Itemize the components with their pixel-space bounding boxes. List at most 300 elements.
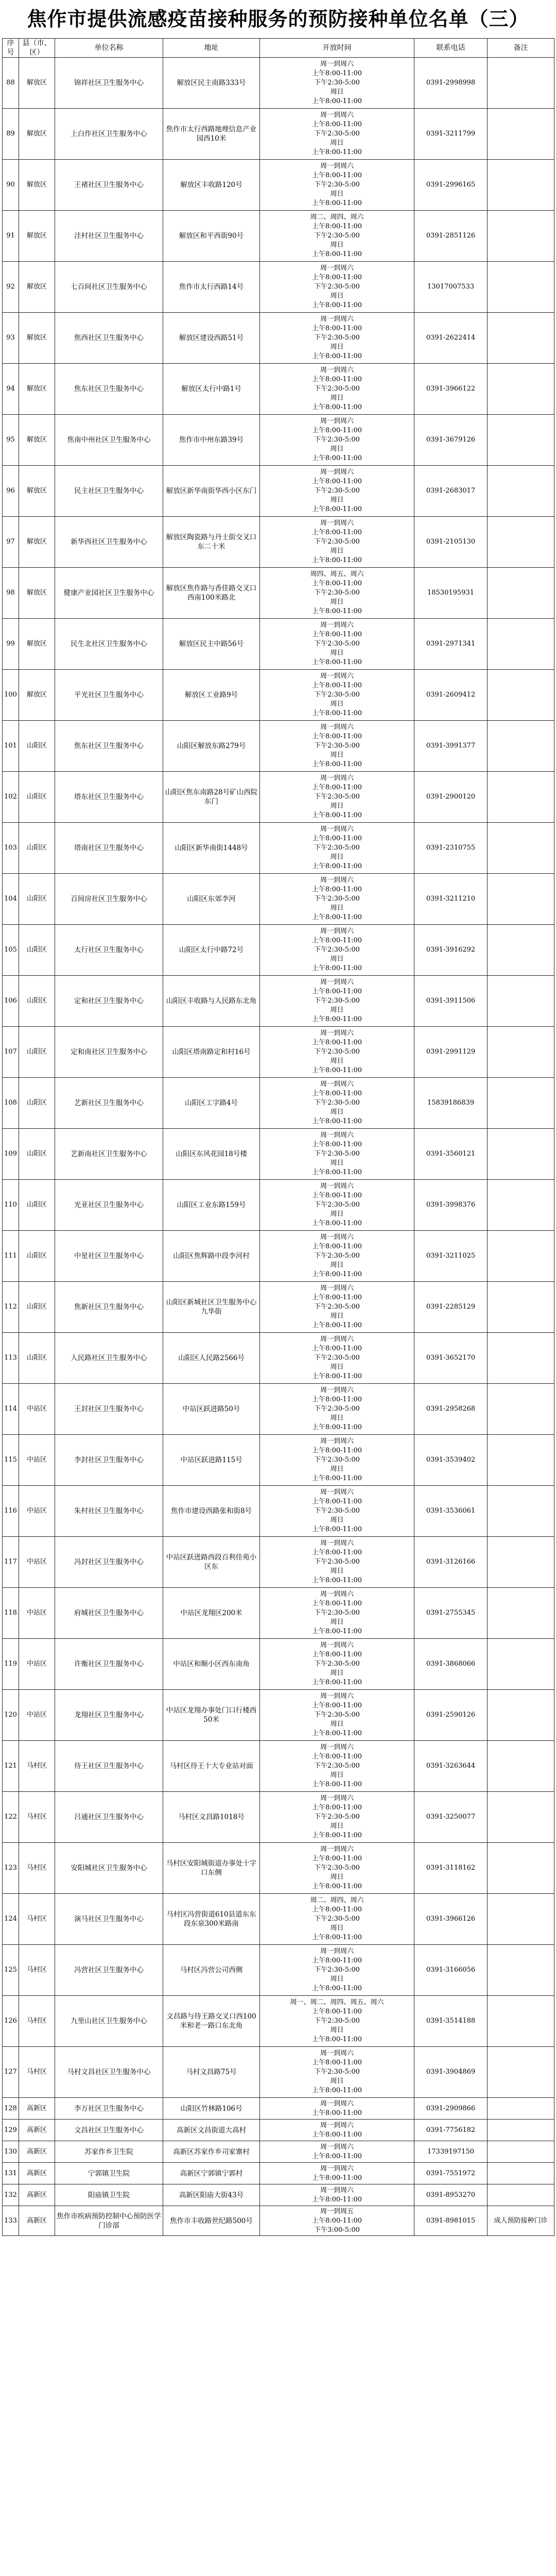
row-number: 101 [3,721,19,772]
address-cell: 解放区丰收路120号 [163,160,260,211]
hours-line: 周一到周五 [320,2207,354,2215]
unit-name-cell: 七百间社区卫生服务中心 [55,262,163,313]
row-number: 112 [3,1282,19,1333]
row-number: 121 [3,1741,19,1792]
hours-line: 上午8:00-11:00 [311,97,362,105]
hours-cell [260,1792,414,1843]
unit-name-cell: 塔南社区卫生服务中心 [55,823,163,874]
table-row [3,1945,554,1996]
row-number: 105 [3,925,19,976]
hours-line: 周一到周六 [320,519,354,527]
hours-line: 上午8:00-11:00 [311,862,362,870]
hours-cell [260,2120,414,2141]
county-cell: 马村区 [19,2047,55,2098]
hours-cell [260,2206,414,2236]
unit-name-cell: 苏家作乡卫生院 [55,2141,163,2163]
phone-cell: 0391-3126166 [414,1537,488,1588]
row-number: 123 [3,1843,19,1894]
hours-line: 下午2:30-5:00 [314,589,360,597]
row-number: 120 [3,1690,19,1741]
hours-line: 上午8:00-11:00 [311,1243,362,1250]
note-cell [488,619,554,670]
phone-cell: 0391-3911506 [414,976,488,1027]
hours-line: 上午8:00-11:00 [311,682,362,689]
county-cell: 中站区 [19,1588,55,1639]
unit-name-cell: 府城社区卫生服务中心 [55,1588,163,1639]
hours-cell [260,211,414,262]
row-number: 122 [3,1792,19,1843]
hours-line: 周一到周六 [320,264,354,272]
hours-line: 下午2:30-5:00 [314,232,360,240]
hours-cell [260,1027,414,1078]
table-row [3,2047,554,2098]
hours-line: 上午8:00-11:00 [311,1679,362,1686]
hours-line: 周日 [330,1261,344,1269]
hours-line: 周日 [330,1414,344,1422]
address-cell: 山阳区焦东南路28号矿山西院东门 [163,772,260,823]
hours-line: 上午8:00-11:00 [311,937,362,944]
county-cell: 中站区 [19,1690,55,1741]
hours-line: 上午8:00-11:00 [311,556,362,564]
note-cell [488,2184,554,2206]
hours-line: 上午8:00-11:00 [311,199,362,207]
phone-cell: 0391-3904869 [414,2047,488,2098]
county-cell: 山阳区 [19,1129,55,1180]
phone-cell: 0391-3998376 [414,1180,488,1231]
hours-cell [260,619,414,670]
address-cell: 中站区龙翔区200米 [163,1588,260,1639]
hours-line: 周日 [330,1567,344,1575]
row-number: 129 [3,2120,19,2141]
unit-name-cell: 龙翔社区卫生服务中心 [55,1690,163,1741]
hours-line: 下午2:30-5:00 [314,130,360,138]
header-county: 县（市、区） [19,39,55,58]
county-cell: 解放区 [19,517,55,568]
hours-line: 周一到周六 [320,621,354,629]
unit-name-cell: 艺新社区卫生服务中心 [55,1078,163,1129]
phone-cell: 0391-2310755 [414,823,488,874]
county-cell: 山阳区 [19,823,55,874]
hours-line: 周日 [330,1465,344,1473]
table-row [3,823,554,874]
phone-cell: 0391-2996165 [414,160,488,211]
hours-cell [260,1996,414,2047]
hours-line: 周日 [330,547,344,555]
note-cell [488,874,554,925]
phone-cell: 0391-3560121 [414,1129,488,1180]
note-cell [488,1996,554,2047]
hours-line: 周一到周六 [320,2143,354,2151]
hours-line: 上午8:00-11:00 [311,1270,362,1278]
address-cell: 解放区新华南街华西小区东门 [163,466,260,517]
hours-cell [260,823,414,874]
phone-cell: 0391-3211799 [414,109,488,160]
note-cell [488,925,554,976]
hours-line: 周一到周六 [320,1947,354,1955]
note-cell [488,823,554,874]
table-row [3,466,554,517]
address-cell: 焦作市太行西路14号 [163,262,260,313]
note-cell [488,1894,554,1945]
county-cell: 解放区 [19,58,55,109]
hours-line: 下午2:30-5:00 [314,1150,360,1158]
hours-line: 周一到周六 [320,366,354,374]
hours-line: 周日 [330,1006,344,1014]
hours-cell [260,58,414,109]
county-cell: 山阳区 [19,1180,55,1231]
unit-name-cell: 马村文昌社区卫生服务中心 [55,2047,163,2098]
phone-cell: 0391-3868066 [414,1639,488,1690]
hours-line: 上午8:00-11:00 [311,631,362,638]
hours-cell [260,415,414,466]
county-cell: 高新区 [19,2120,55,2141]
hours-line: 周一到周六 [320,315,354,323]
address-cell: 山阳区丰收路与人民路东北角 [163,976,260,1027]
address-cell: 马村区冯营公司西侧 [163,1945,260,1996]
hours-line: 上午8:00-11:00 [311,1855,362,1862]
address-cell: 山阳区工业东路159号 [163,1180,260,1231]
county-cell: 解放区 [19,364,55,415]
hours-cell [260,772,414,823]
table-row [3,313,554,364]
row-number: 114 [3,1384,19,1435]
phone-cell: 0391-3250077 [414,1792,488,1843]
hours-line: 上午8:00-11:00 [311,580,362,587]
phone-cell: 0391-7551972 [414,2163,488,2184]
hours-line: 上午8:00-11:00 [311,1168,362,1176]
note-cell [488,2141,554,2163]
hours-line: 下午2:30-5:00 [314,181,360,189]
unit-name-cell: 定和南社区卫生服务中心 [55,1027,163,1078]
phone-cell: 0391-2622414 [414,313,488,364]
hours-line: 上午8:00-11:00 [311,1702,362,1709]
county-cell: 解放区 [19,415,55,466]
hours-line: 周一到周六 [320,1743,354,1751]
address-cell: 山阳区东风花园18号楼 [163,1129,260,1180]
hours-line: 下午2:30-5:00 [314,283,360,291]
hours-line: 上午8:00-11:00 [311,2152,362,2160]
hours-line: 上午8:00-11:00 [311,1628,362,1635]
hours-cell [260,1537,414,1588]
table-body [3,58,554,2236]
hours-cell [260,874,414,925]
hours-line: 上午8:00-11:00 [311,1423,362,1431]
hours-line: 上午8:00-11:00 [311,1577,362,1584]
unit-name-cell: 冯封社区卫生服务中心 [55,1537,163,1588]
phone-cell: 0391-8981015 [414,2206,488,2236]
hours-line: 上午8:00-11:00 [311,529,362,536]
hours-line: 周一到周六 [320,1284,354,1292]
hours-cell [260,1129,414,1180]
address-cell: 解放区太行中路1号 [163,364,260,415]
hours-line: 上午8:00-11:00 [311,1957,362,1964]
header-hours: 开放时间 [260,39,414,58]
address-cell: 中站区跃进路115号 [163,1435,260,1486]
note-cell [488,1486,554,1537]
address-cell: 山阳区人民路2566号 [163,1333,260,1384]
phone-cell: 18530195931 [414,568,488,619]
hours-line: 周日 [330,2026,344,2034]
hours-cell [260,1333,414,1384]
county-cell: 中站区 [19,1384,55,1435]
note-cell [488,772,554,823]
row-number: 132 [3,2184,19,2206]
hours-cell [260,1282,414,1333]
hours-cell [260,1180,414,1231]
table-row [3,1486,554,1537]
hours-line: 周一到周六 [320,774,354,782]
county-cell: 解放区 [19,313,55,364]
hours-line: 下午2:30-5:00 [314,895,360,903]
hours-line: 周一到周六 [320,2049,354,2057]
address-cell: 山阳区东郊李河 [163,874,260,925]
county-cell: 解放区 [19,211,55,262]
hours-line: 上午8:00-11:00 [311,1141,362,1148]
hours-line: 周一到周六 [320,876,354,884]
table-row [3,160,554,211]
unit-name-cell: 中星社区卫生服务中心 [55,1231,163,1282]
row-number: 104 [3,874,19,925]
phone-cell: 0391-8953270 [414,2184,488,2206]
hours-line: 上午8:00-11:00 [311,1396,362,1403]
row-number: 94 [3,364,19,415]
hours-cell [260,466,414,517]
note-cell [488,211,554,262]
row-number: 108 [3,1078,19,1129]
hours-line: 上午8:00-11:00 [311,454,362,462]
county-cell: 山阳区 [19,976,55,1027]
vaccination-sites-table [2,38,554,2236]
header-phone: 联系电话 [414,39,488,58]
hours-line: 上午8:00-11:00 [311,760,362,768]
hours-line: 下午3:00-5:00 [314,2226,360,2234]
unit-name-cell: 平光社区卫生服务中心 [55,670,163,721]
hours-line: 上午8:00-11:00 [311,811,362,819]
note-cell [488,1843,554,1894]
hours-line: 上午8:00-11:00 [311,1498,362,1505]
hours-line: 上午8:00-11:00 [311,1730,362,1737]
row-number: 103 [3,823,19,874]
hours-line: 周一到周六 [320,1539,354,1547]
hours-cell [260,1486,414,1537]
unit-name-cell: 九里山社区卫生服务中心 [55,1996,163,2047]
county-cell: 解放区 [19,160,55,211]
hours-line: 周一到周六 [320,1794,354,1802]
hours-line: 上午8:00-11:00 [311,2216,362,2225]
hours-line: 上午8:00-11:00 [311,2174,362,2182]
note-cell [488,1078,554,1129]
address-cell: 山阳区工字路4号 [163,1078,260,1129]
table-row [3,976,554,1027]
table-row [3,415,554,466]
note-cell [488,1129,554,1180]
address-cell: 高新区阳庙大街43号 [163,2184,260,2206]
hours-line: 周日 [330,241,344,249]
table-row [3,1333,554,1384]
unit-name-cell: 许衡社区卫生服务中心 [55,1639,163,1690]
unit-name-cell: 民生北社区卫生服务中心 [55,619,163,670]
note-cell [488,2047,554,2098]
table-row [3,109,554,160]
hours-line: 周日 [330,955,344,963]
note-cell [488,1741,554,1792]
unit-name-cell: 艺新南社区卫生服务中心 [55,1129,163,1180]
hours-line: 下午2:30-5:00 [314,1354,360,1362]
unit-name-cell: 人民路社区卫生服务中心 [55,1333,163,1384]
hours-line: 下午2:30-5:00 [314,1252,360,1260]
row-number: 127 [3,2047,19,2098]
county-cell: 山阳区 [19,1333,55,1384]
hours-line: 上午8:00-11:00 [311,1192,362,1199]
hours-line: 下午2:30-5:00 [314,385,360,393]
hours-line: 上午8:00-11:00 [311,478,362,485]
hours-line: 下午2:30-5:00 [314,1711,360,1719]
hours-line: 周一到周六 [320,60,354,68]
header-note: 备注 [488,39,554,58]
address-cell: 解放区民主南路333号 [163,58,260,109]
county-cell: 中站区 [19,1537,55,1588]
hours-line: 上午8:00-11:00 [311,250,362,258]
row-number: 133 [3,2206,19,2236]
phone-cell: 0391-2285129 [414,1282,488,1333]
address-cell: 焦作市中州东路39号 [163,415,260,466]
unit-name-cell: 塔东社区卫生服务中心 [55,772,163,823]
hours-line: 周日 [330,292,344,300]
hours-line: 周一到周六 [320,111,354,119]
hours-line: 下午2:30-5:00 [314,538,360,546]
hours-line: 上午8:00-11:00 [311,505,362,513]
hours-cell [260,925,414,976]
hours-line: 周日 [330,1771,344,1779]
phone-cell: 0391-3966122 [414,364,488,415]
row-number: 128 [3,2098,19,2120]
table-row [3,1792,554,1843]
hours-cell [260,1690,414,1741]
hours-cell [260,1843,414,1894]
county-cell: 解放区 [19,670,55,721]
note-cell [488,1690,554,1741]
hours-line: 周一、周二、周四、周五、周六 [290,1998,384,2006]
county-cell: 高新区 [19,2163,55,2184]
hours-line: 周一到周六 [320,162,354,170]
county-cell: 山阳区 [19,925,55,976]
county-cell: 马村区 [19,1894,55,1945]
phone-cell: 13017007533 [414,262,488,313]
table-row [3,1129,554,1180]
unit-name-cell: 文昌社区卫生服务中心 [55,2120,163,2141]
hours-line: 下午2:30-5:00 [314,1864,360,1872]
hours-line: 下午2:30-5:00 [314,1762,360,1770]
table-row [3,1894,554,1945]
hours-cell [260,109,414,160]
hours-line: 周日 [330,1312,344,1320]
hours-line: 周日 [330,802,344,810]
hours-line: 下午2:30-5:00 [314,1660,360,1668]
hours-line: 周日 [330,1669,344,1677]
unit-name-cell: 待王社区卫生服务中心 [55,1741,163,1792]
hours-cell [260,2098,414,2120]
hours-cell [260,670,414,721]
unit-name-cell: 王褚社区卫生服务中心 [55,160,163,211]
hours-line: 下午2:30-5:00 [314,1099,360,1107]
note-cell [488,262,554,313]
county-cell: 山阳区 [19,721,55,772]
row-number: 89 [3,109,19,160]
hours-line: 周一到周六 [320,1386,354,1394]
hours-line: 周日 [330,1516,344,1524]
hours-line: 周一到周六 [320,2164,354,2173]
hours-line: 下午2:30-5:00 [314,1609,360,1617]
hours-line: 上午8:00-11:00 [311,658,362,666]
hours-line: 周一到周六 [320,1590,354,1598]
unit-name-cell: 安阳城社区卫生服务中心 [55,1843,163,1894]
hours-line: 上午8:00-11:00 [311,1015,362,1023]
hours-line: 周一到周六 [320,1335,354,1343]
row-number: 90 [3,160,19,211]
address-cell: 焦作市丰收路世纪路500号 [163,2206,260,2236]
hours-line: 周日 [330,394,344,402]
address-cell: 山阳区太行中路72号 [163,925,260,976]
table-row [3,1690,554,1741]
county-cell: 中站区 [19,1486,55,1537]
table-row [3,1282,554,1333]
phone-cell: 0391-3652170 [414,1333,488,1384]
hours-line: 下午2:30-5:00 [314,1048,360,1056]
county-cell: 山阳区 [19,1231,55,1282]
hours-line: 下午2:30-5:00 [314,79,360,87]
hours-line: 周一到周六 [320,1488,354,1496]
hours-line: 下午2:30-5:00 [314,1915,360,1923]
hours-line: 周一到周六 [320,2186,354,2194]
hours-line: 上午8:00-11:00 [311,1090,362,1097]
hours-cell [260,1231,414,1282]
note-cell [488,1180,554,1231]
table-row [3,568,554,619]
hours-line: 上午8:00-11:00 [311,1934,362,1941]
hours-line: 周日 [330,700,344,708]
hours-line: 周日 [330,904,344,912]
note-cell [488,1537,554,1588]
address-cell: 解放区焦作路与香佳路交叉口西南100米路北 [163,568,260,619]
hours-line: 下午2:30-5:00 [314,1507,360,1515]
table-row [3,517,554,568]
hours-line: 周一到周六 [320,1029,354,1037]
hours-line: 下午2:30-5:00 [314,2017,360,2025]
unit-name-cell: 新华西社区卫生服务中心 [55,517,163,568]
address-cell: 中站区跃进路50号 [163,1384,260,1435]
row-number: 99 [3,619,19,670]
hours-cell [260,1894,414,1945]
hours-line: 上午8:00-11:00 [311,223,362,230]
hours-line: 下午2:30-5:00 [314,1201,360,1209]
hours-line: 上午8:00-11:00 [311,301,362,309]
hours-line: 下午2:30-5:00 [314,1456,360,1464]
unit-name-cell: 王封社区卫生服务中心 [55,1384,163,1435]
hours-line: 上午8:00-11:00 [311,784,362,791]
row-number: 109 [3,1129,19,1180]
hours-line: 上午8:00-11:00 [311,1117,362,1125]
unit-name-cell: 演马社区卫生服务中心 [55,1894,163,1945]
county-cell: 马村区 [19,1945,55,1996]
unit-name-cell: 焦新社区卫生服务中心 [55,1282,163,1333]
header-unit-name: 单位名称 [55,39,163,58]
unit-name-cell: 阳庙镇卫生院 [55,2184,163,2206]
hours-line: 下午2:30-5:00 [314,1558,360,1566]
note-cell [488,568,554,619]
phone-cell: 15839186839 [414,1078,488,1129]
hours-cell [260,2047,414,2098]
table-row [3,262,554,313]
